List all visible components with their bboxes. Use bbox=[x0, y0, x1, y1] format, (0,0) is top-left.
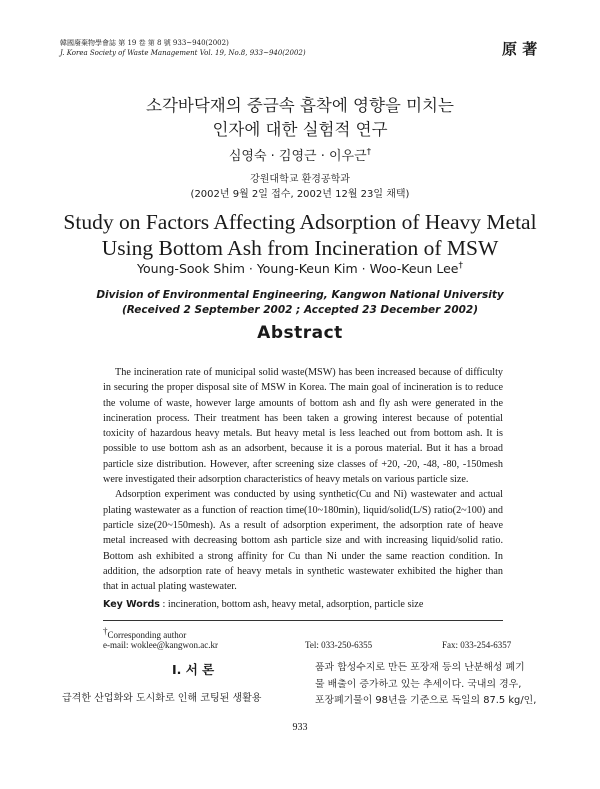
english-author-names: Young-Sook Shim · Young-Keun Kim · Woo-Keun Lee bbox=[137, 261, 459, 277]
journal-citation-korean: 韓國廢棄物學會誌 第 19 卷 第 8 號 933~940(2002) bbox=[60, 39, 229, 47]
journal-citation-english: J. Korea Society of Waste Management Vol. 19, No.8, 933~940(2002) bbox=[60, 49, 306, 57]
english-dates: (Received 2 September 2002 ; Accepted 23 December 2002) bbox=[121, 304, 479, 316]
dagger-mark: † bbox=[103, 626, 108, 636]
abstract-paragraph-2: Adsorption experiment was conducted by using synthetic(Cu and Ni) wastewater and actual plating wastewater as a function of reaction time(10~180min), liquid/solid(L/S) ratio(2~100) and particle size(20~150mesh). As a result of adsorption experiment, the adsorption rate of heave metal increased with decreasing bottom ash particle size and with increasing liquid/solid ratio. Bottom ash exhibited a strong affinity for Cu than Ni under the same reaction condition. In addition, the adsorption rate of heavy metals in synthetic wastewater exhibited the higher than that in actual plating wastewater. bbox=[103, 489, 503, 593]
journal-header bbox=[60, 38, 306, 58]
article-type-label: 原 著 bbox=[502, 40, 538, 58]
body-text-line: 품과 합성수지로 만든 포장재 등의 난분해성 폐기 bbox=[315, 662, 525, 673]
author-email: e-mail: woklee@kangwon.ac.kr bbox=[103, 640, 218, 650]
body-right-column bbox=[315, 660, 541, 710]
abstract-paragraph-1: The incineration rate of municipal solid waste(MSW) has been increased because of difficulty in securing the proper disposal site of MSW in Korea. The main goal of incineration is to reduce the volume of waste, however large amounts of bottom ash and fly ash were generated in the incineration process. Their treatment has been taken a growing interest because of potential toxicity of hazardous heavy metals. But heavy metal is less leached out from bottom ash. It is possible to use bottom ash as an adsorbent, because it is a porous material. But it has a broad particle size distribution. However, after screening size classes of +20, -20, -48, -80, -150mesh were investigated their adsorption characteristics of heavy metals on various particle size. bbox=[103, 367, 503, 486]
author-tel: Tel: 033-250-6355 bbox=[305, 640, 373, 650]
english-title-line-2: Using Bottom Ash from Incineration of MSW bbox=[101, 236, 499, 260]
english-title-line-1: Study on Factors Affecting Adsorption of Heavy Metal bbox=[63, 210, 537, 234]
keywords-list: : incineration, bottom ash, heavy metal, adsorption, particle size bbox=[162, 599, 424, 610]
korean-author-names: 심영숙 · 김영근 · 이우근 bbox=[228, 149, 367, 164]
abstract-heading: Abstract bbox=[257, 323, 343, 343]
footnote-divider bbox=[103, 620, 503, 621]
korean-title-line-2: 인자에 대한 실험적 연구 bbox=[212, 120, 388, 139]
corresponding-author-note bbox=[103, 626, 186, 641]
author-fax: Fax: 033-254-6357 bbox=[442, 640, 512, 650]
abstract-body bbox=[103, 365, 503, 594]
keywords-label: Key Words bbox=[103, 599, 160, 610]
english-affiliation: Division of Environmental Engineering, Kangwon National University bbox=[96, 289, 504, 301]
korean-title-line-1: 소각바닥재의 중금속 흡착에 영향을 미치는 bbox=[146, 96, 454, 115]
korean-affiliation: 강원대학교 환경공학과 bbox=[250, 174, 350, 185]
korean-dates: (2002년 9월 2일 접수, 2002년 12월 23일 채택) bbox=[190, 189, 410, 200]
korean-authors bbox=[0, 145, 600, 164]
corresponding-author-label: Corresponding author bbox=[107, 630, 187, 640]
section-heading-introduction: Ⅰ. 서 론 bbox=[172, 662, 215, 677]
body-text-line: 포장폐기물이 98년을 기준으로 독일의 87.5 kg/인, bbox=[315, 695, 537, 706]
body-left-column bbox=[62, 691, 300, 707]
body-text-line: 급격한 산업화와 도시화로 인해 코팅된 생활용 bbox=[62, 693, 262, 704]
keywords bbox=[103, 599, 503, 610]
english-authors bbox=[0, 261, 600, 276]
dagger-mark: † bbox=[366, 147, 372, 158]
body-text-line: 물 배출이 증가하고 있는 추세이다. 국내의 경우, bbox=[315, 678, 522, 690]
dagger-mark: † bbox=[458, 261, 463, 271]
page-number: 933 bbox=[292, 722, 308, 733]
